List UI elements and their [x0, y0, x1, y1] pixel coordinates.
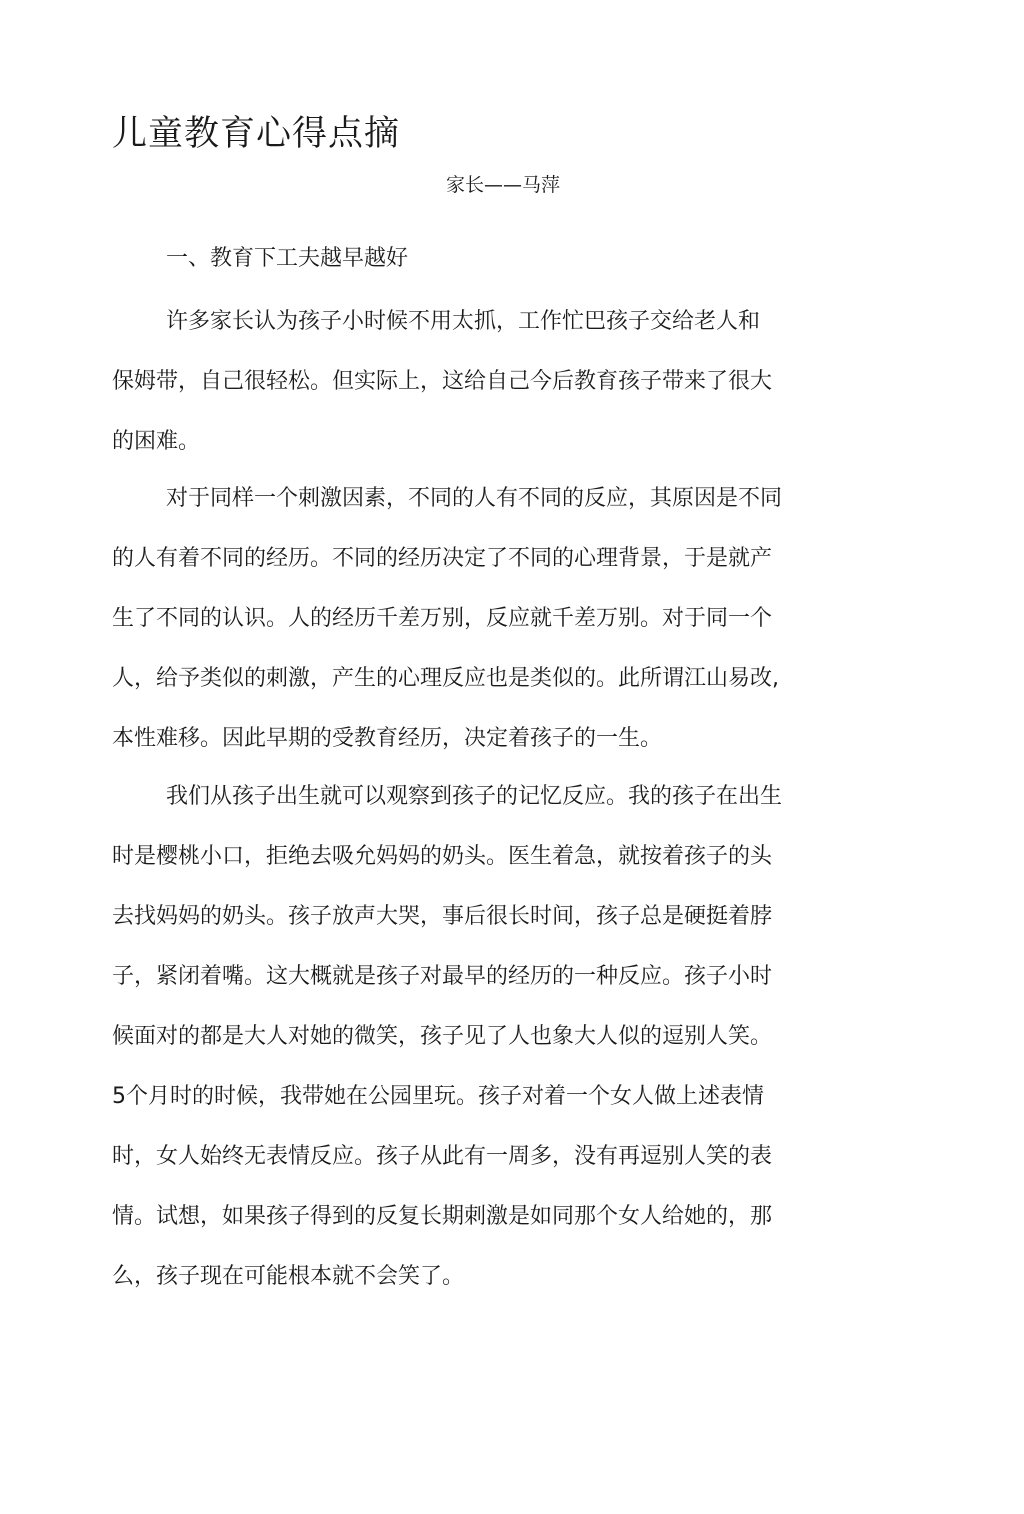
paragraph-line: 保姆带，自己很轻松。但实际上，这给自己今后教育孩子带来了很大 [112, 369, 773, 394]
paragraph-line: 许多家长认为孩子小时候不用太抓，工作忙巴孩子交给老人和 [166, 309, 761, 334]
paragraph-line: 我们从孩子出生就可以观察到孩子的记忆反应。我的孩子在出生 [166, 784, 783, 809]
paragraph-line: 时，女人始终无表情反应。孩子从此有一周多，没有再逗别人笑的表 [112, 1144, 773, 1169]
author-line: 家长——马萍 [446, 174, 561, 196]
paragraph-2 [112, 469, 782, 769]
paragraph-line: 本性难移。因此早期的受教育经历，决定着孩子的一生。 [112, 726, 663, 751]
paragraph-line: 时是樱桃小口，拒绝去吸允妈妈的奶头。医生着急，就按着孩子的头 [112, 844, 773, 869]
paragraph-3 [112, 767, 782, 1307]
document-title: 儿童教育心得点摘 [112, 114, 401, 154]
paragraph-line: 的困难。 [112, 429, 201, 454]
paragraph-line: 么，孩子现在可能根本就不会笑了。 [112, 1264, 465, 1289]
paragraph-line: 情。试想，如果孩子得到的反复长期刺激是如同那个女人给她的，那 [112, 1204, 773, 1229]
paragraph-line: 生了不同的认识。人的经历千差万别，反应就千差万别。对于同一个 [112, 606, 773, 631]
paragraph-1 [112, 292, 772, 472]
paragraph-line: 的人有着不同的经历。不同的经历决定了不同的心理背景，于是就产 [112, 546, 773, 571]
paragraph-line: 去找妈妈的奶头。孩子放声大哭，事后很长时间，孩子总是硬挺着脖 [112, 904, 773, 929]
paragraph-line: 人，给予类似的刺激，产生的心理反应也是类似的。此所谓江山易改, [112, 666, 779, 691]
paragraph-line: 子，紧闭着嘴。这大概就是孩子对最早的经历的一种反应。孩子小时 [112, 964, 773, 989]
paragraph-line: 对于同样一个刺激因素，不同的人有不同的反应，其原因是不同 [166, 486, 783, 511]
section-heading: 一、教育下工夫越早越好 [166, 246, 409, 271]
paragraph-line: 候面对的都是大人对她的微笑，孩子见了人也象大人似的逗别人笑。 [112, 1024, 773, 1049]
paragraph-line: 5个月时的时候，我带她在公园里玩。孩子对着一个女人做上述表情 [112, 1084, 764, 1109]
